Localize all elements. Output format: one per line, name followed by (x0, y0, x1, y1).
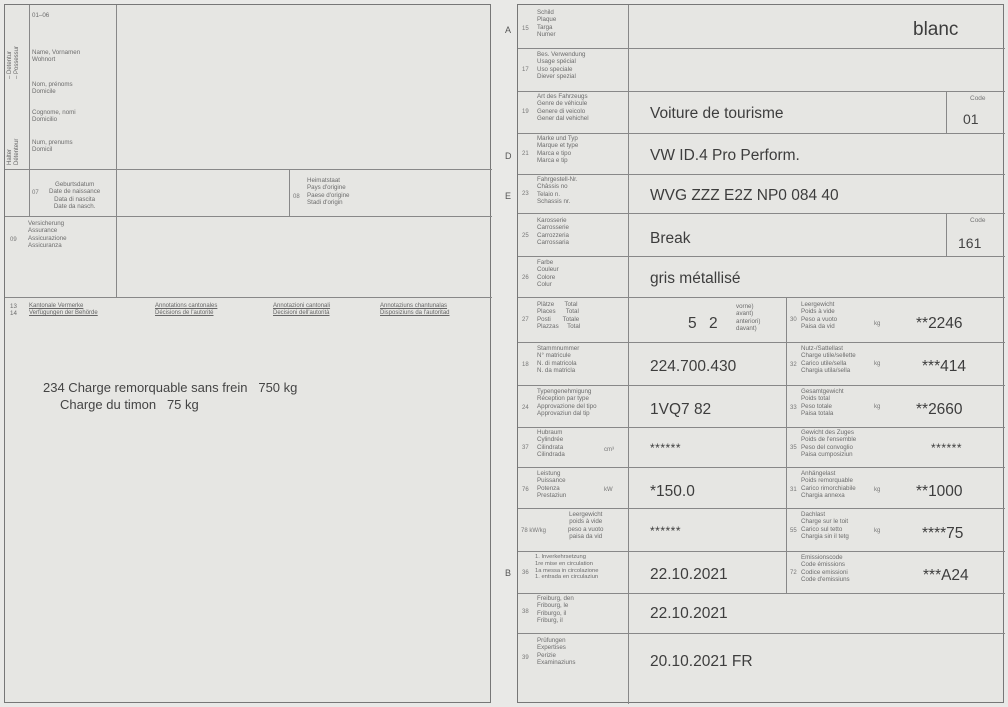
special-use-labels: Bes. Verwendung Usage spécial Uso speciale Diever spezial (537, 51, 586, 80)
divider (5, 216, 492, 217)
matriculation-value: 224.700.430 (650, 358, 737, 375)
divider (946, 91, 947, 133)
color-labels: Farbe Couleur Colore Colur (537, 259, 559, 288)
power-weight-value: ****** (650, 524, 682, 538)
towing-weight-unit: kg (874, 487, 881, 493)
divider (518, 213, 1005, 214)
divider (5, 297, 492, 298)
train-weight-labels: Gewicht des Zuges Poids de l'ensemble Peso del convoglio Paisa cumposiziun (801, 429, 857, 458)
chassis-value: WVG ZZZ E2Z NP0 084 40 (650, 187, 839, 204)
plate-labels: Schild Plaque Targa Numer (537, 9, 557, 38)
field-number-72: 72 (790, 570, 797, 576)
divider (628, 5, 629, 704)
holder-label-fr: Nom, prénoms Domicile (32, 81, 73, 96)
vehicle-type-value: Voiture de tourisme (650, 105, 784, 122)
issue-date-value: 22.10.2021 (650, 605, 728, 622)
body-code: 161 (958, 235, 982, 251)
divider (518, 297, 1005, 298)
field-number-08: 08 (293, 194, 300, 200)
holder-label-de: Name, Vornamen Wohnort (32, 49, 81, 64)
field-number-13-14: 13 14 (10, 303, 17, 318)
divider (946, 213, 947, 256)
holder-label-it: Cognome, nomi Domicilio (32, 109, 76, 124)
field-number-32: 32 (790, 362, 797, 368)
field-number-07: 07 (32, 190, 39, 196)
marker-d: D (505, 151, 512, 161)
field-number-31: 31 (790, 487, 797, 493)
field-number-25: 25 (522, 233, 529, 239)
divider (116, 5, 117, 216)
vehicle-type-code: 01 (963, 111, 979, 127)
roof-load-value: ****75 (922, 525, 964, 542)
plate-value: blanc (913, 19, 959, 40)
marker-e: E (505, 191, 512, 201)
matriculation-labels: Stammnummer N° matricule N. di matricola N. da matricla (537, 345, 580, 374)
field-number-76: 76 (522, 487, 529, 493)
field-number-36: 36 (522, 570, 529, 576)
roof-load-unit: kg (874, 528, 881, 534)
field-number-24: 24 (522, 405, 529, 411)
towing-weight-value: **1000 (916, 483, 963, 500)
remarks-line-1: 234 Charge remorquable sans frein 750 kg (43, 380, 298, 395)
holder-label-rm: Num, prenums Domicil (32, 139, 73, 154)
field-number-15: 15 (522, 26, 529, 32)
chassis-labels: Fahrgestell-Nr. Châssis no Telaio n. Schassis nr. (537, 176, 578, 205)
field-number-17: 17 (522, 67, 529, 73)
divider (518, 385, 1005, 386)
payload-value: ***414 (922, 358, 966, 375)
total-weight-labels: Gesamtgewicht Poids total Peso totale Paisa totala (801, 388, 844, 417)
train-weight-value: ****** (931, 441, 963, 455)
issue-place-labels: Freiburg, den Fribourg, le Friburgo, il Friburg, il (537, 595, 574, 624)
divider (518, 342, 1005, 343)
field-number-39: 39 (522, 655, 529, 661)
holder-side-label-b: – Detentur – Possessur (7, 45, 20, 79)
divider (518, 551, 1005, 552)
divider (518, 427, 1005, 428)
seats-total-value: 5 (688, 315, 697, 332)
origin-labels: Heimatstaat Pays d'origine Paese d'origine Stadi d'origin (307, 177, 350, 206)
right-page (505, 4, 1004, 703)
towing-weight-labels: Anhängelast Poids remorquable Carico rimorchiabile Chargia annexa (801, 470, 856, 499)
power-unit: kW (604, 487, 613, 493)
remarks-header-de: Kantonale Vermerke Verfügungen der Behörde (29, 303, 98, 317)
body-value: Break (650, 230, 691, 247)
vehicle-type-code-label: Code (970, 95, 986, 102)
make-model-labels: Marke und Typ Marque et type Marca e tipo Marca e tip (537, 135, 579, 164)
field-number-78: 78 kW/kg (521, 528, 547, 534)
power-value: *150.0 (650, 483, 695, 500)
divider (518, 256, 1005, 257)
field-number-19: 19 (522, 109, 529, 115)
seats-front-value: 2 (709, 315, 718, 332)
field-number-33: 33 (790, 405, 797, 411)
field-number-37: 37 (522, 445, 529, 451)
seats-front-labels: vorne) avant) anteriori) davant) (736, 303, 761, 332)
displacement-value: ****** (650, 441, 682, 455)
roof-load-labels: Dachlast Charge sur le toit Carico sul tetto Chargia sin il tetg (801, 511, 849, 540)
divider (518, 593, 1005, 594)
type-approval-value: 1VQ7 82 (650, 401, 712, 418)
power-labels: Leistung Puissance Potenza Prestaziun (537, 470, 567, 499)
remarks-header-it: Annotazioni cantonali Decisioni dell'autorità (273, 303, 331, 317)
field-number-09: 09 (10, 237, 17, 243)
body-labels: Karosserie Carrosserie Carrozzeria Carrossaria (537, 217, 569, 246)
field-number-55: 55 (790, 528, 797, 534)
remarks-header-rm: Annotaziuns chantunalas Disposiziuns da l'autoritad (380, 303, 450, 317)
vehicle-type-labels: Art des Fahrzeugs Genre de véhicule Genere di veicolo Gener dal vehichel (537, 93, 589, 122)
inspection-labels: Prüfungen Expertises Perizie Examinaziuns (537, 637, 576, 666)
holder-side-label-a: Halter Détenteur (7, 138, 20, 165)
field-number-35: 35 (790, 445, 797, 451)
birth-date-labels: Geburtsdatum Date de naissance Data di nascita Date da nasch. (49, 181, 101, 210)
field-number-26: 26 (522, 275, 529, 281)
displacement-unit: cm³ (604, 447, 614, 453)
inspection-value: 20.10.2021 FR (650, 653, 753, 670)
first-registration-labels: 1. Inverkehrsetzung 1re mise en circulation 1a messa in circolazione 1. entrada en circulaziun (535, 554, 599, 581)
divider (786, 297, 787, 593)
divider (518, 48, 1005, 49)
field-number-23: 23 (522, 191, 529, 197)
divider (5, 169, 492, 170)
field-number-21: 21 (522, 151, 529, 157)
empty-weight-unit: kg (874, 321, 881, 327)
divider (116, 216, 117, 297)
remarks-line-2: Charge du timon 75 kg (60, 397, 199, 412)
empty-weight-labels: Leergewicht Poids à vide Peso a vuoto Paisa da vid (801, 301, 838, 330)
marker-a: A (505, 25, 512, 35)
payload-unit: kg (874, 361, 881, 367)
empty-weight-value: **2246 (916, 315, 963, 332)
divider (518, 467, 1005, 468)
seats-labels: Plätze Total Places Total Posti Totale Plazzas Total (537, 301, 581, 330)
displacement-labels: Hubraum Cylindrée Cilindrata Cilindrada (537, 429, 565, 458)
remarks-header-fr: Annotations cantonales Décisions de l'autorité (155, 303, 218, 317)
divider (518, 133, 1005, 134)
first-registration-value: 22.10.2021 (650, 566, 728, 583)
insurance-labels: Versicherung Assurance Assicurazione Assicuranza (28, 220, 67, 249)
color-value: gris métallisé (650, 270, 741, 287)
total-weight-value: **2660 (916, 401, 963, 418)
field-number-30: 30 (790, 317, 797, 323)
emission-code-value: ***A24 (923, 567, 969, 584)
field-number-38: 38 (522, 609, 529, 615)
field-number-01: 01–06 (32, 12, 50, 19)
marker-b: B (505, 568, 512, 578)
divider (518, 508, 1005, 509)
make-model-value: VW ID.4 Pro Perform. (650, 147, 800, 164)
field-number-18: 18 (522, 362, 529, 368)
divider (289, 169, 290, 216)
divider (518, 91, 1005, 92)
payload-labels: Nutz-/Sattellast Charge utile/sellette Carico utile/sella Chargia utila/sella (801, 345, 856, 374)
left-page (4, 4, 491, 703)
total-weight-unit: kg (874, 404, 881, 410)
divider (29, 5, 30, 216)
divider (518, 174, 1005, 175)
divider (518, 633, 1005, 634)
type-approval-labels: Typengenehmigung Réception par type Approvazione del tipo Approvaziun dal tip (537, 388, 597, 417)
field-number-27: 27 (522, 317, 529, 323)
body-code-label: Code (970, 217, 986, 224)
emission-code-labels: Emissionscode Code émissions Codice emissioni Code d'emissiuns (801, 554, 850, 583)
power-weight-labels: Leergewicht poids à vide peso a vuoto paisa da vid (568, 511, 604, 540)
